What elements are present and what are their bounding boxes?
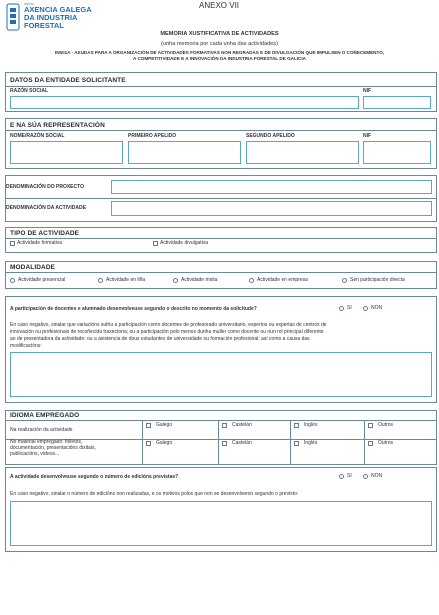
logo-xunta: XUNTA: [24, 2, 34, 6]
online-label: Actividade en liña: [106, 277, 146, 283]
modality-section-title: MODALIDADE: [10, 264, 56, 271]
divider: [364, 420, 365, 464]
name-input[interactable]: [10, 141, 123, 164]
editions-yes-radio[interactable]: [339, 474, 344, 479]
online-radio[interactable]: [98, 278, 103, 283]
divider: [218, 420, 219, 464]
logo-text-1: AXENCIA GALEGA: [24, 5, 92, 14]
divider: [6, 86, 436, 87]
editions-yes-label: SI: [347, 473, 352, 479]
applicant-nif-label: NIF: [363, 88, 372, 94]
row2-castelan-checkbox[interactable]: [222, 441, 227, 446]
language-panel: [5, 410, 437, 465]
first-surname-label: PRIMEIRO APELIDO: [128, 133, 177, 139]
row1-castelan-checkbox[interactable]: [222, 423, 227, 428]
representative-panel: [5, 118, 437, 169]
divider: [6, 198, 436, 199]
divider: [6, 420, 436, 421]
participation-no-radio[interactable]: [363, 306, 368, 311]
second-surname-label: SEGUNDO APELIDO: [246, 133, 295, 139]
editions-note: En caso negativo, sinalar o número de edicións non realizadas, e os motivos polos que non se desenvolveron segundo o previsto:: [10, 491, 299, 497]
participation-yes-radio[interactable]: [339, 306, 344, 311]
divulgative-checkbox[interactable]: [153, 241, 158, 246]
annex-label: ANEXO VII: [199, 1, 240, 10]
modality-panel: [5, 261, 437, 289]
editions-no-radio[interactable]: [363, 474, 368, 479]
name-label: NOME/RAZÓN SOCIAL: [10, 133, 65, 139]
language-section-title: IDIOMA EMPREGADO: [10, 412, 80, 419]
divider: [6, 130, 436, 131]
activity-type-section-title: TIPO DE ACTIVIDADE: [10, 230, 80, 237]
form-title: MEMORIA XUSTIFICATIVA DE ACTIVIDADES: [160, 31, 279, 37]
editions-textarea[interactable]: [10, 501, 432, 546]
divider: [6, 238, 436, 239]
row2-ingles-label: Inglés: [304, 440, 318, 446]
logo-text-3: FORESTAL: [24, 21, 64, 30]
participation-yes-label: SI: [347, 305, 352, 311]
applicant-section-title: DATOS DA ENTIDADE SOLICITANTE: [10, 77, 126, 84]
activity-name-label: DENOMINACIÓN DA ACTIVIDADE: [6, 205, 86, 211]
company-label: Actividade en empresa: [257, 277, 308, 283]
row1-ingles-label: Inglés: [304, 422, 318, 428]
participation-no-label: NON: [371, 305, 383, 311]
participation-textarea[interactable]: [10, 352, 432, 397]
row2-castelan-label: Castelán: [232, 440, 252, 446]
applicant-nif-input[interactable]: [363, 96, 431, 109]
formative-label: Actividade formativa: [17, 240, 63, 246]
row2-outros-checkbox[interactable]: [368, 441, 373, 446]
project-panel: [5, 175, 437, 222]
participation-note-4: modificacións:: [10, 343, 42, 349]
row2-ingles-checkbox[interactable]: [294, 441, 299, 446]
logo-text-2: DA INDUSTRIA: [24, 13, 78, 22]
activity-name-input[interactable]: [111, 201, 432, 216]
editions-panel: [5, 467, 437, 552]
first-surname-input[interactable]: [128, 141, 241, 164]
logo: [6, 2, 106, 32]
presencial-label: Actividade presencial: [18, 277, 66, 283]
razon-social-input[interactable]: [10, 96, 359, 109]
participation-note-2: innovación ou profesionais de recoñecida traxectoria; ou a participación polo menos dunha muller como docente ou nun rol principal diferente: [10, 329, 324, 335]
participation-note-3: ao de presentadora da actividade; ou a asistencia de dous estudantes de universidade ou formación profesional; así como a causa das: [10, 336, 310, 342]
divider: [142, 420, 143, 464]
company-radio[interactable]: [249, 278, 254, 283]
activity-type-panel: [5, 227, 437, 253]
row1-galego-checkbox[interactable]: [146, 423, 151, 428]
participation-panel: [5, 296, 437, 403]
editions-question: A actividade desenvolveuse segundo o número de edicións previstas?: [10, 474, 179, 480]
language-row1-label: Na realización da actividade: [10, 427, 73, 433]
row1-ingles-checkbox[interactable]: [294, 423, 299, 428]
representative-section-title: E NA SÚA REPRESENTACIÓN: [10, 122, 105, 129]
editions-no-label: NON: [371, 473, 383, 479]
divider: [6, 272, 436, 273]
mixed-label: Actividade mixta: [181, 277, 218, 283]
presencial-radio[interactable]: [10, 278, 15, 283]
project-input[interactable]: [111, 180, 432, 194]
project-label: DENOMINACIÓN DO PROXECTO: [6, 184, 84, 190]
formative-checkbox[interactable]: [10, 241, 15, 246]
row2-galego-label: Galego: [156, 440, 173, 446]
no-participation-radio[interactable]: [342, 278, 347, 283]
language-row2-label-1: No material empregado: folletos,: [10, 439, 83, 445]
no-participation-label: Sen participación directa: [350, 277, 405, 283]
participation-question: A participación de docentes e alumnado desenvolveuse segundo o descrito no momento da solicitude?: [10, 306, 257, 312]
form-subtitle: (unha memoria por cada unha das actividades): [161, 41, 278, 47]
row1-outros-label: Outros: [378, 422, 394, 428]
representative-nif-input[interactable]: [363, 141, 431, 164]
representative-nif-label: NIF: [363, 133, 372, 139]
row2-galego-checkbox[interactable]: [146, 441, 151, 446]
row1-outros-checkbox[interactable]: [368, 423, 373, 428]
galicia-crest-icon: [6, 2, 20, 32]
razon-social-label: RAZÓN SOCIAL: [10, 88, 49, 94]
applicant-panel: [5, 72, 437, 112]
participation-note-1: En caso negativo, sinalar que variacións sufriu a participación como docentes de profesorado universitario, expertos ou expertas de centros de: [10, 322, 327, 328]
second-surname-input[interactable]: [246, 141, 359, 164]
language-row2-label-2: documentación, presentacións dixitais,: [10, 445, 96, 451]
procedure-line-1: IN501A - AXUDAS PARA A ORGANIZACIÓN DE ACTIVIDADES FORMATIVAS NON REGRADAS E DE DIVULGACIÓN QUE IMPULSEN O COÑECEMENTO,: [54, 50, 385, 55]
row1-galego-label: Galego: [156, 422, 173, 428]
language-row2-label-3: publicacións, vídeos...: [10, 451, 60, 457]
mixed-radio[interactable]: [173, 278, 178, 283]
row1-castelan-label: Castelán: [232, 422, 252, 428]
row2-outros-label: Outros: [378, 440, 394, 446]
divider: [290, 420, 291, 464]
procedure-line-2: A COMPETITIVIDADE E A INNOVACIÓN DA INDUSTRIA FORESTAL DE GALICIA: [133, 56, 306, 61]
divulgative-label: Actividade divulgativa: [160, 240, 209, 246]
